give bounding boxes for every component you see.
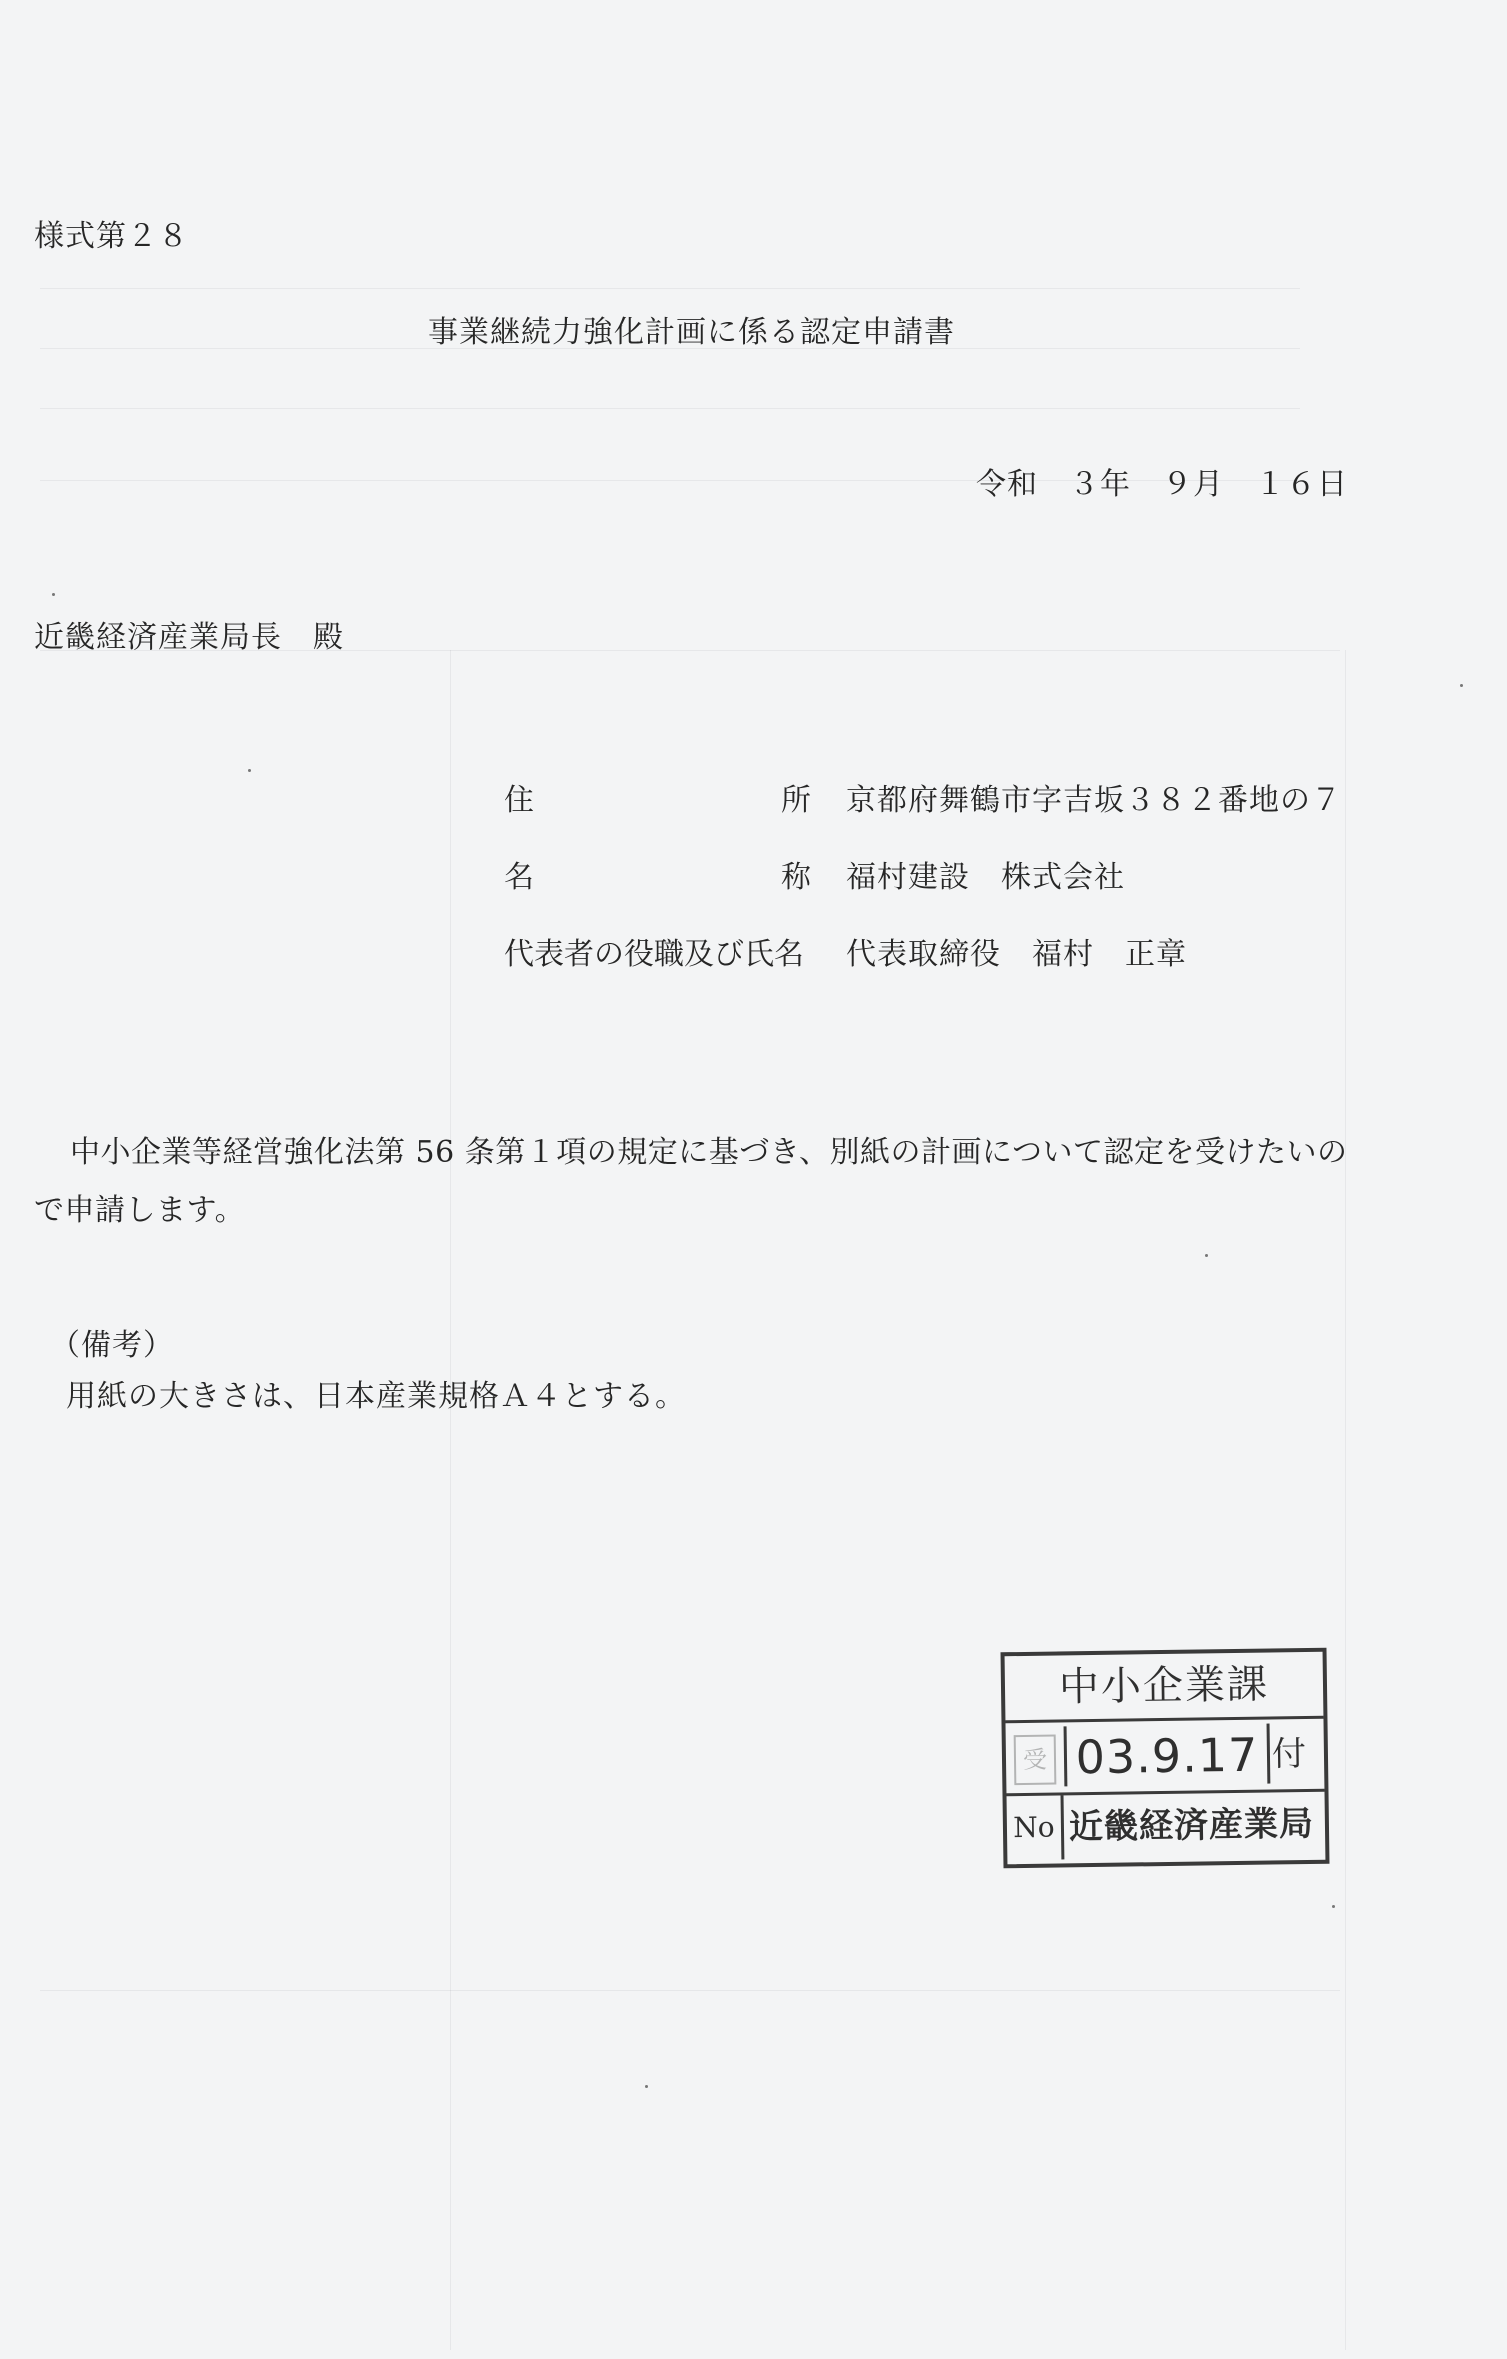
address-label — [504, 783, 811, 818]
representative-value: 代表取締役 福村 正章 — [846, 937, 1187, 972]
remarks-text: 用紙の大きさは、日本産業規格Ａ４とする。 — [66, 1379, 686, 1414]
stamp-date-row — [1005, 1719, 1324, 1796]
name-label-char-2: 称 — [781, 860, 811, 895]
stamp-department: 中小企業課 — [1005, 1652, 1324, 1723]
address-label-char-2: 所 — [781, 783, 811, 818]
addressee: 近畿経済産業局長 殿 — [34, 620, 344, 655]
stamp-received-mark: 受 — [1014, 1735, 1057, 1786]
document-title: 事業継続力強化計画に係る認定申請書 — [428, 315, 955, 350]
reception-stamp — [1001, 1648, 1330, 1869]
form-number: 様式第２８ — [34, 219, 189, 254]
representative-label — [504, 937, 811, 972]
remarks-heading: （備考） — [50, 1328, 174, 1363]
stamp-bureau: 近畿経済産業局 — [1068, 1803, 1315, 1848]
application-statement: 中小企業等経営強化法第 56 条第１項の規定に基づき、別紙の計画について認定を受けたいので申請します。 — [34, 1135, 1348, 1228]
name-value: 福村建設 株式会社 — [846, 860, 1125, 895]
stamp-no-label: No — [1007, 1795, 1065, 1860]
address-label-char-1: 住 — [504, 783, 534, 818]
name-label-char-1: 名 — [504, 860, 534, 895]
name-label — [504, 860, 811, 895]
address-value: 京都府舞鶴市字吉坂３８２番地の７ — [846, 783, 1342, 818]
stamp-date-suffix: 付 — [1271, 1734, 1307, 1775]
representative-label-text: 代表者の役職及び氏名 — [504, 937, 804, 972]
application-date: 令和 ３年 ９月 １６日 — [976, 467, 1348, 502]
stamp-bureau-row — [1007, 1792, 1326, 1860]
stamp-date: 03.9.17 — [1064, 1724, 1271, 1787]
